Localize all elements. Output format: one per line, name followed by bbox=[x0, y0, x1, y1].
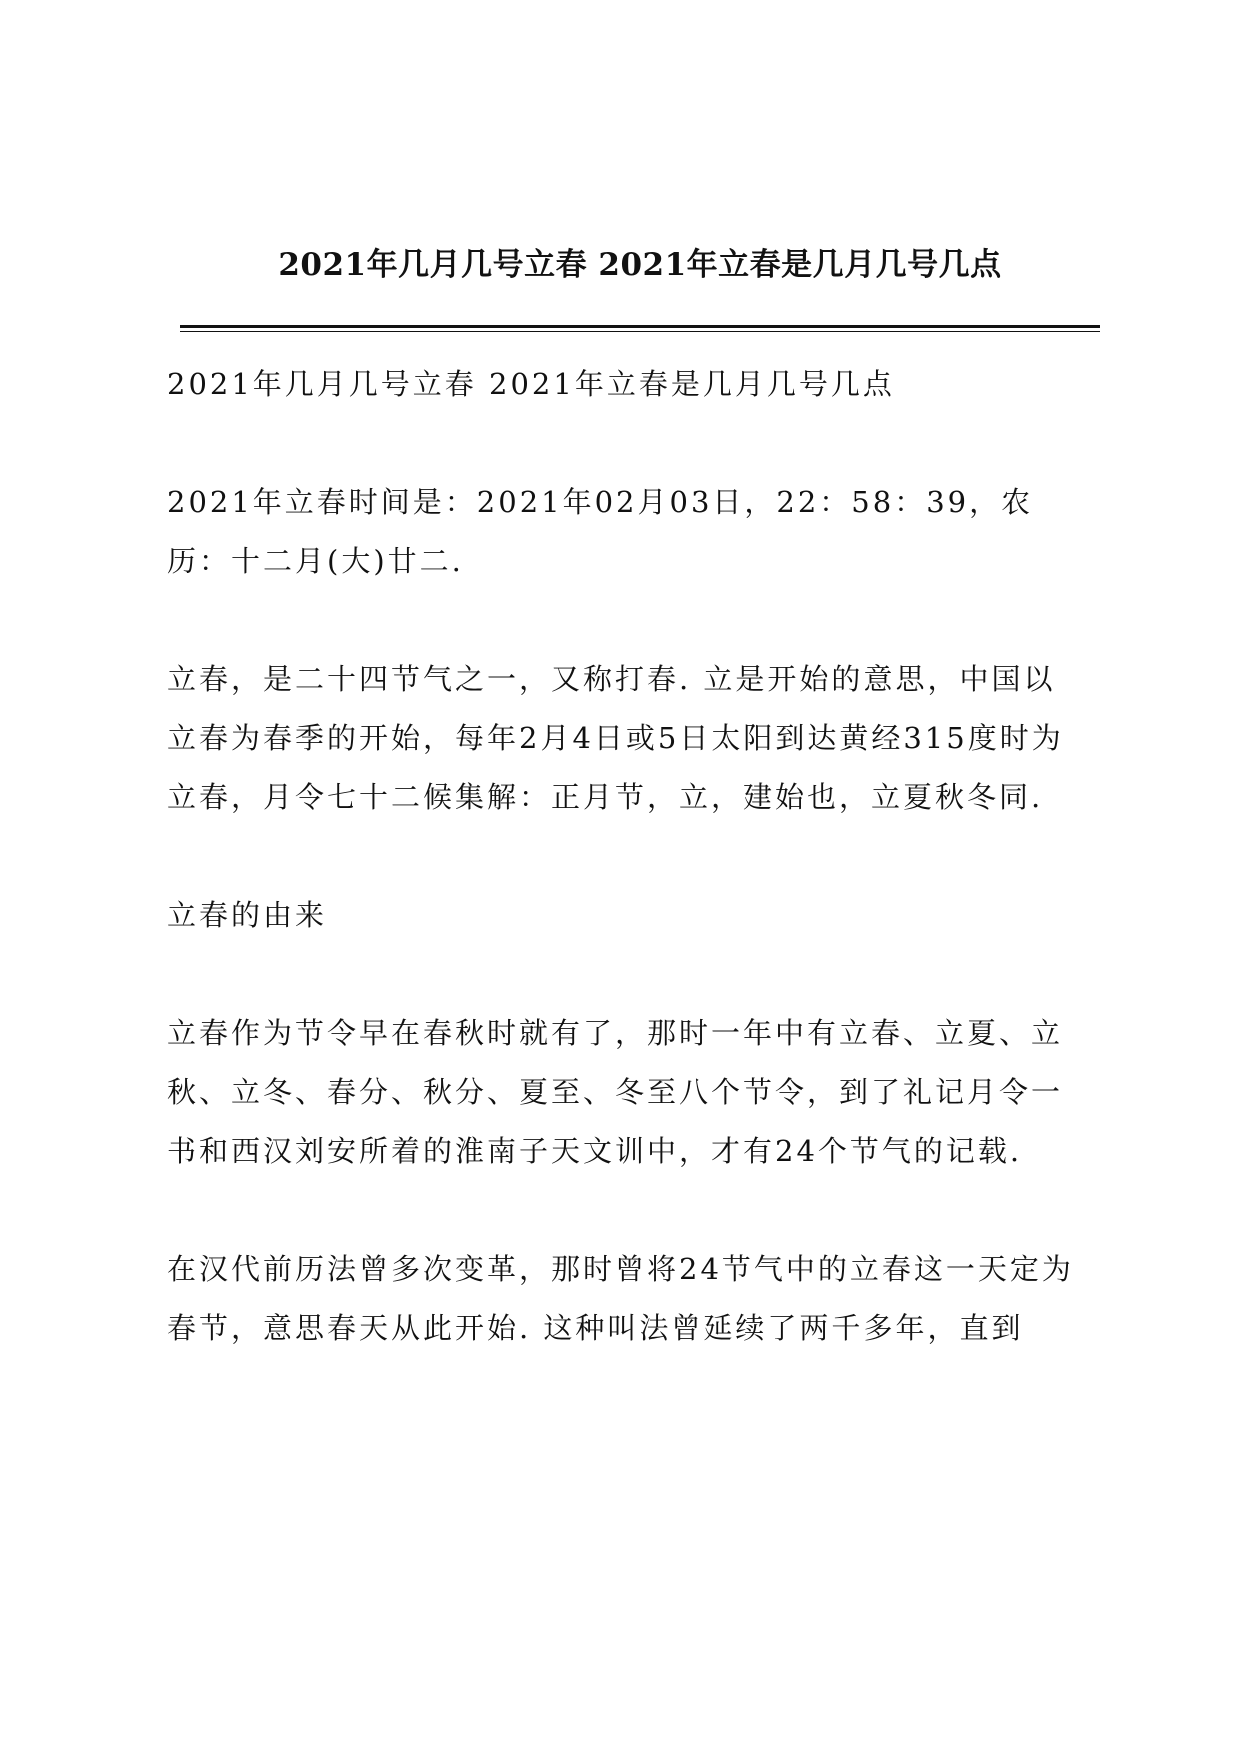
section-heading-origin: 立春的由来 bbox=[167, 898, 328, 932]
paragraph-lichun-time: 2021年立春时间是：2021年02月03日，22：58：39，农历：十二月(大)廿二. bbox=[167, 485, 1034, 578]
title-divider-thin bbox=[180, 331, 1100, 332]
paragraph-origin-history: 立春作为节令早在春秋时就有了，那时一年中有立春、立夏、立秋、立冬、春分、秋分、夏至、冬至八个节令，到了礼记月令一书和西汉刘安所着的淮南子天文训中，才有24个节气的记载. bbox=[167, 1016, 1064, 1168]
document-body bbox=[167, 355, 1087, 1417]
title-divider-thick bbox=[180, 325, 1100, 328]
paragraph-subtitle: 2021年几月几号立春 2021年立春是几月几号几点 bbox=[167, 367, 895, 401]
document-title: 2021年几月几号立春 2021年立春是几月几号几点 bbox=[278, 247, 1002, 283]
paragraph-lichun-definition: 立春，是二十四节气之一，又称打春. 立是开始的意思，中国以立春为春季的开始，每年2月4日或5日太阳到达黄经315度时为立春，月令七十二候集解：正月节，立，建始也，立夏秋冬同. bbox=[167, 662, 1064, 814]
paragraph-han-calendar: 在汉代前历法曾多次变革，那时曾将24节气中的立春这一天定为春节，意思春天从此开始. 这种叫法曾延续了两千多年，直到 bbox=[167, 1252, 1074, 1345]
